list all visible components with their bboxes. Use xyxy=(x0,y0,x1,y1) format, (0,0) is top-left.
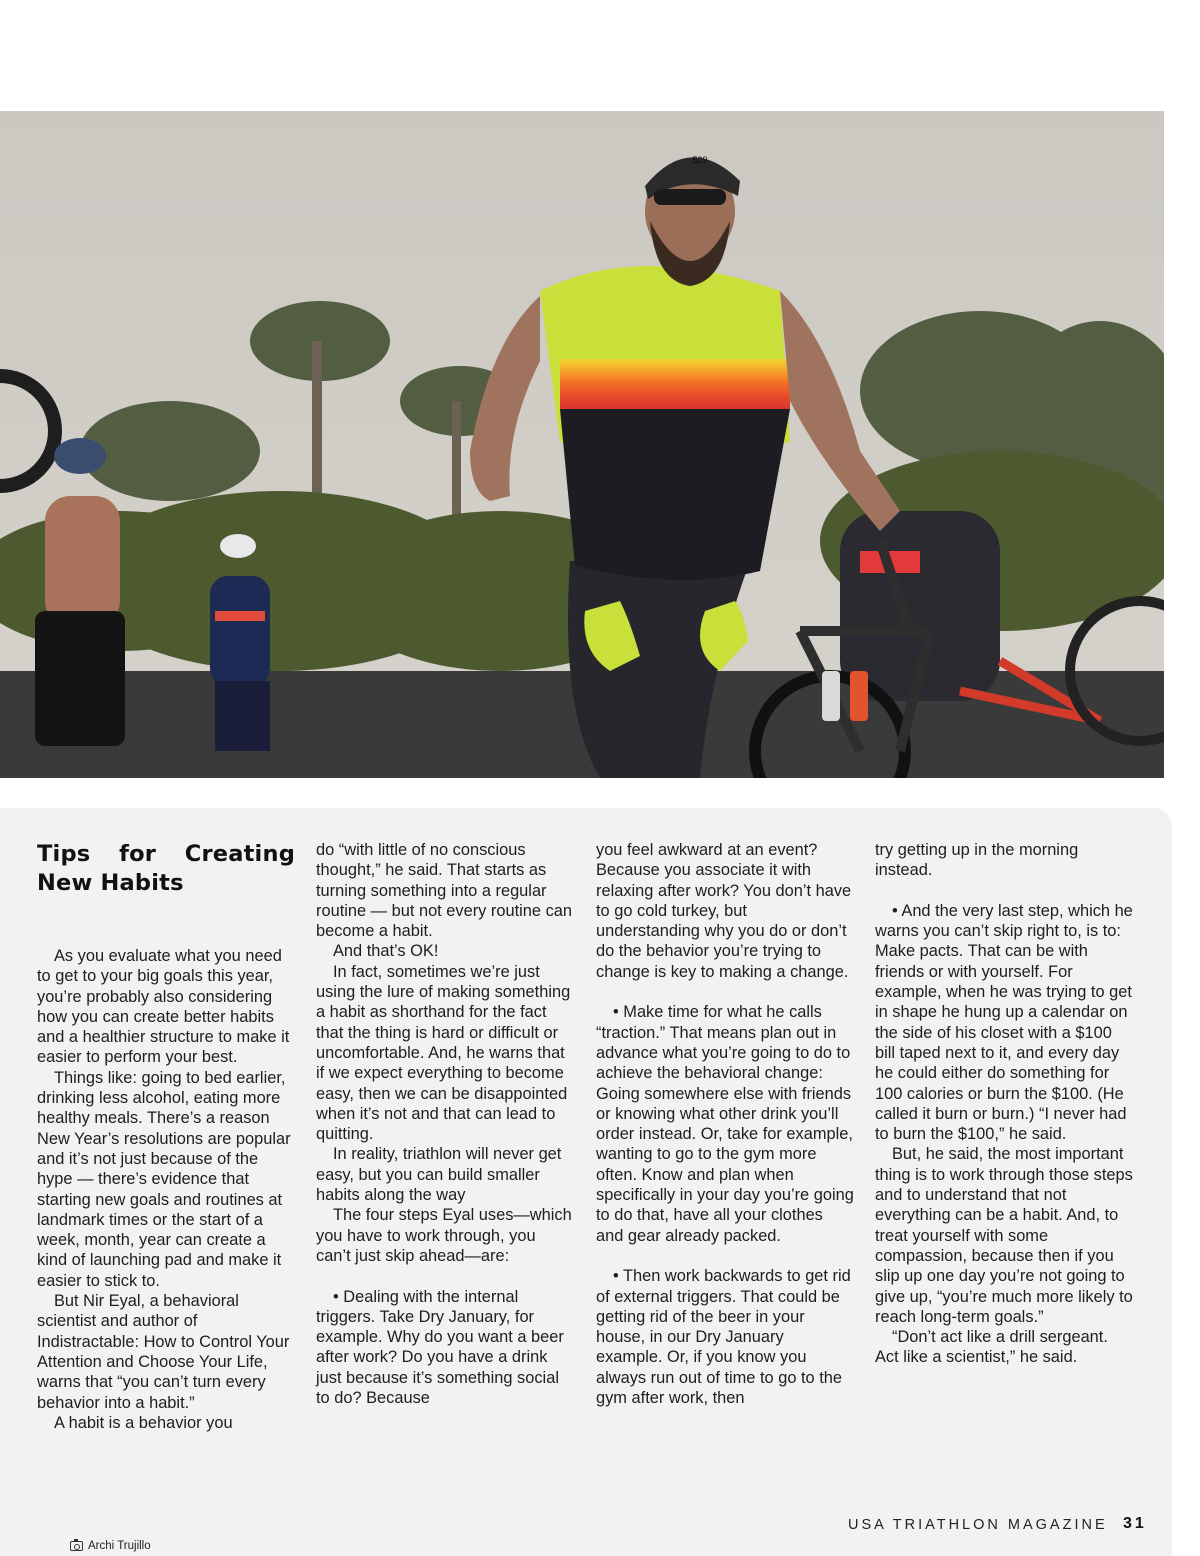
headline-word: Creating xyxy=(184,841,295,867)
photo-credit-name: Archi Trujillo xyxy=(88,1540,151,1552)
paragraph-gap xyxy=(316,1266,574,1286)
camera-icon xyxy=(70,1541,83,1551)
paragraph-gap xyxy=(875,881,1133,901)
article-paragraph: you feel awkward at an event? Because you associate it with relaxing after work? You don’t have to go cold turkey, but understanding why you do or don’t do the behavior you’re trying to change is key to making a change. xyxy=(596,841,852,981)
article-paragraph: And that’s OK! xyxy=(333,942,439,961)
article-paragraph: • And the very last step, which he warns you can’t skip right to, is to: Make pacts. That can be with friends or with yourself. For example, when he was trying to get in shape he hung up a calendar on the side of his closet with a $100 bill taped next to it, and every day he could either do something for 100 calories or burn the $100. (He called it burn or burn.) “I never had to burn the $100,” he said. xyxy=(875,901,1133,1144)
article-headline xyxy=(37,840,295,898)
article-paragraph: As you evaluate what you need to get to your big goals this year, you’re probably also considering how you can create better habits and a healthier structure to make it easier to perform your best. xyxy=(37,947,290,1067)
article-column-1 xyxy=(37,840,295,1433)
photo-credit xyxy=(70,1540,151,1552)
article-column-4 xyxy=(875,840,1133,1368)
article-paragraph: In fact, sometimes we’re just using the lure of making something a habit as shorthand for the fact that the thing is hard or difficult or uncomfortable. And, he warns that if we expect everything to become easy, then we can be disappointed when it’s not and that can lead to quitting. xyxy=(316,962,571,1144)
article-column-3 xyxy=(596,840,854,1408)
article-paragraph: • Then work backwards to get rid of external triggers. That could be getting rid of the beer in your house, in our Dry January example. Or, if you know you always run out of time to go to the gym after work, then xyxy=(596,1267,851,1408)
article-paragraph: • Dealing with the internal triggers. Take Dry January, for example. Why do you want a beer after work? Do you have a drink just because it’s something social to do? Because xyxy=(316,1287,564,1408)
article-paragraph: The four steps Eyal uses—which you have to work through, you can’t just skip ahead—are: xyxy=(316,1206,572,1265)
headline-line-2: New Habits xyxy=(37,870,184,896)
article-paragraph: • Make time for what he calls “traction.” That means plan out in advance what you’re going to do to achieve the behavioral change: Going somewhere else with friends or knowing what other drink you’ll order instead. Or, take for example, wanting to go to the gym more often. Know and plan when specifically in your day you’re going to do that, have all your clothes and gear already packed. xyxy=(596,1003,854,1245)
paragraph-gap xyxy=(596,982,854,1002)
article-paragraph: In reality, triathlon will never get easy, but you can build smaller habits along the way xyxy=(316,1145,562,1205)
article-paragraph: But Nir Eyal, a behavioral scientist and author of Indistractable: How to Control Your Attention and Choose Your Life, warns that “you can’t turn every behavior into a habit.” xyxy=(37,1292,290,1412)
headline-word: for xyxy=(119,841,157,867)
article-paragraph: Things like: going to bed earlier, drinking less alcohol, eating more healthy meals. There’s a reason New Year’s resolutions are popular and it’s not just because of the hype — there’s evidence that starting new goals and routines at landmark times or the start of a week, month, year can create a kind of launching pad and make it easier to stick to. xyxy=(37,1068,291,1290)
page-number: 31 xyxy=(1123,1515,1147,1532)
bib-number: 529 xyxy=(692,155,708,165)
article-paragraph: “Don’t act like a drill sergeant. Act like a scientist,” he said. xyxy=(875,1328,1108,1367)
article-paragraph: try getting up in the morning instead. xyxy=(875,841,1079,880)
article-paragraph: But, he said, the most important thing is to work through those steps and to understand that not everything can be a habit. And, to treat yourself with some compassion, because then if you slip up one day you’re not going to give up, “you’re much more likely to reach long-term goals.” xyxy=(875,1145,1133,1326)
magazine-name: USA TRIATHLON MAGAZINE xyxy=(848,1517,1108,1533)
article-paragraph: do “with little of no conscious thought,” he said. That starts as turning something into a regular routine — but not every routine can become a habit. xyxy=(316,841,573,941)
article-paragraph: A habit is a behavior you xyxy=(54,1413,233,1432)
article-column-2 xyxy=(316,840,574,1408)
headline-word: Tips xyxy=(37,841,91,867)
hero-photo xyxy=(0,111,1164,778)
paragraph-gap xyxy=(596,1246,854,1266)
triathlete-photo-illustration xyxy=(0,111,1164,778)
